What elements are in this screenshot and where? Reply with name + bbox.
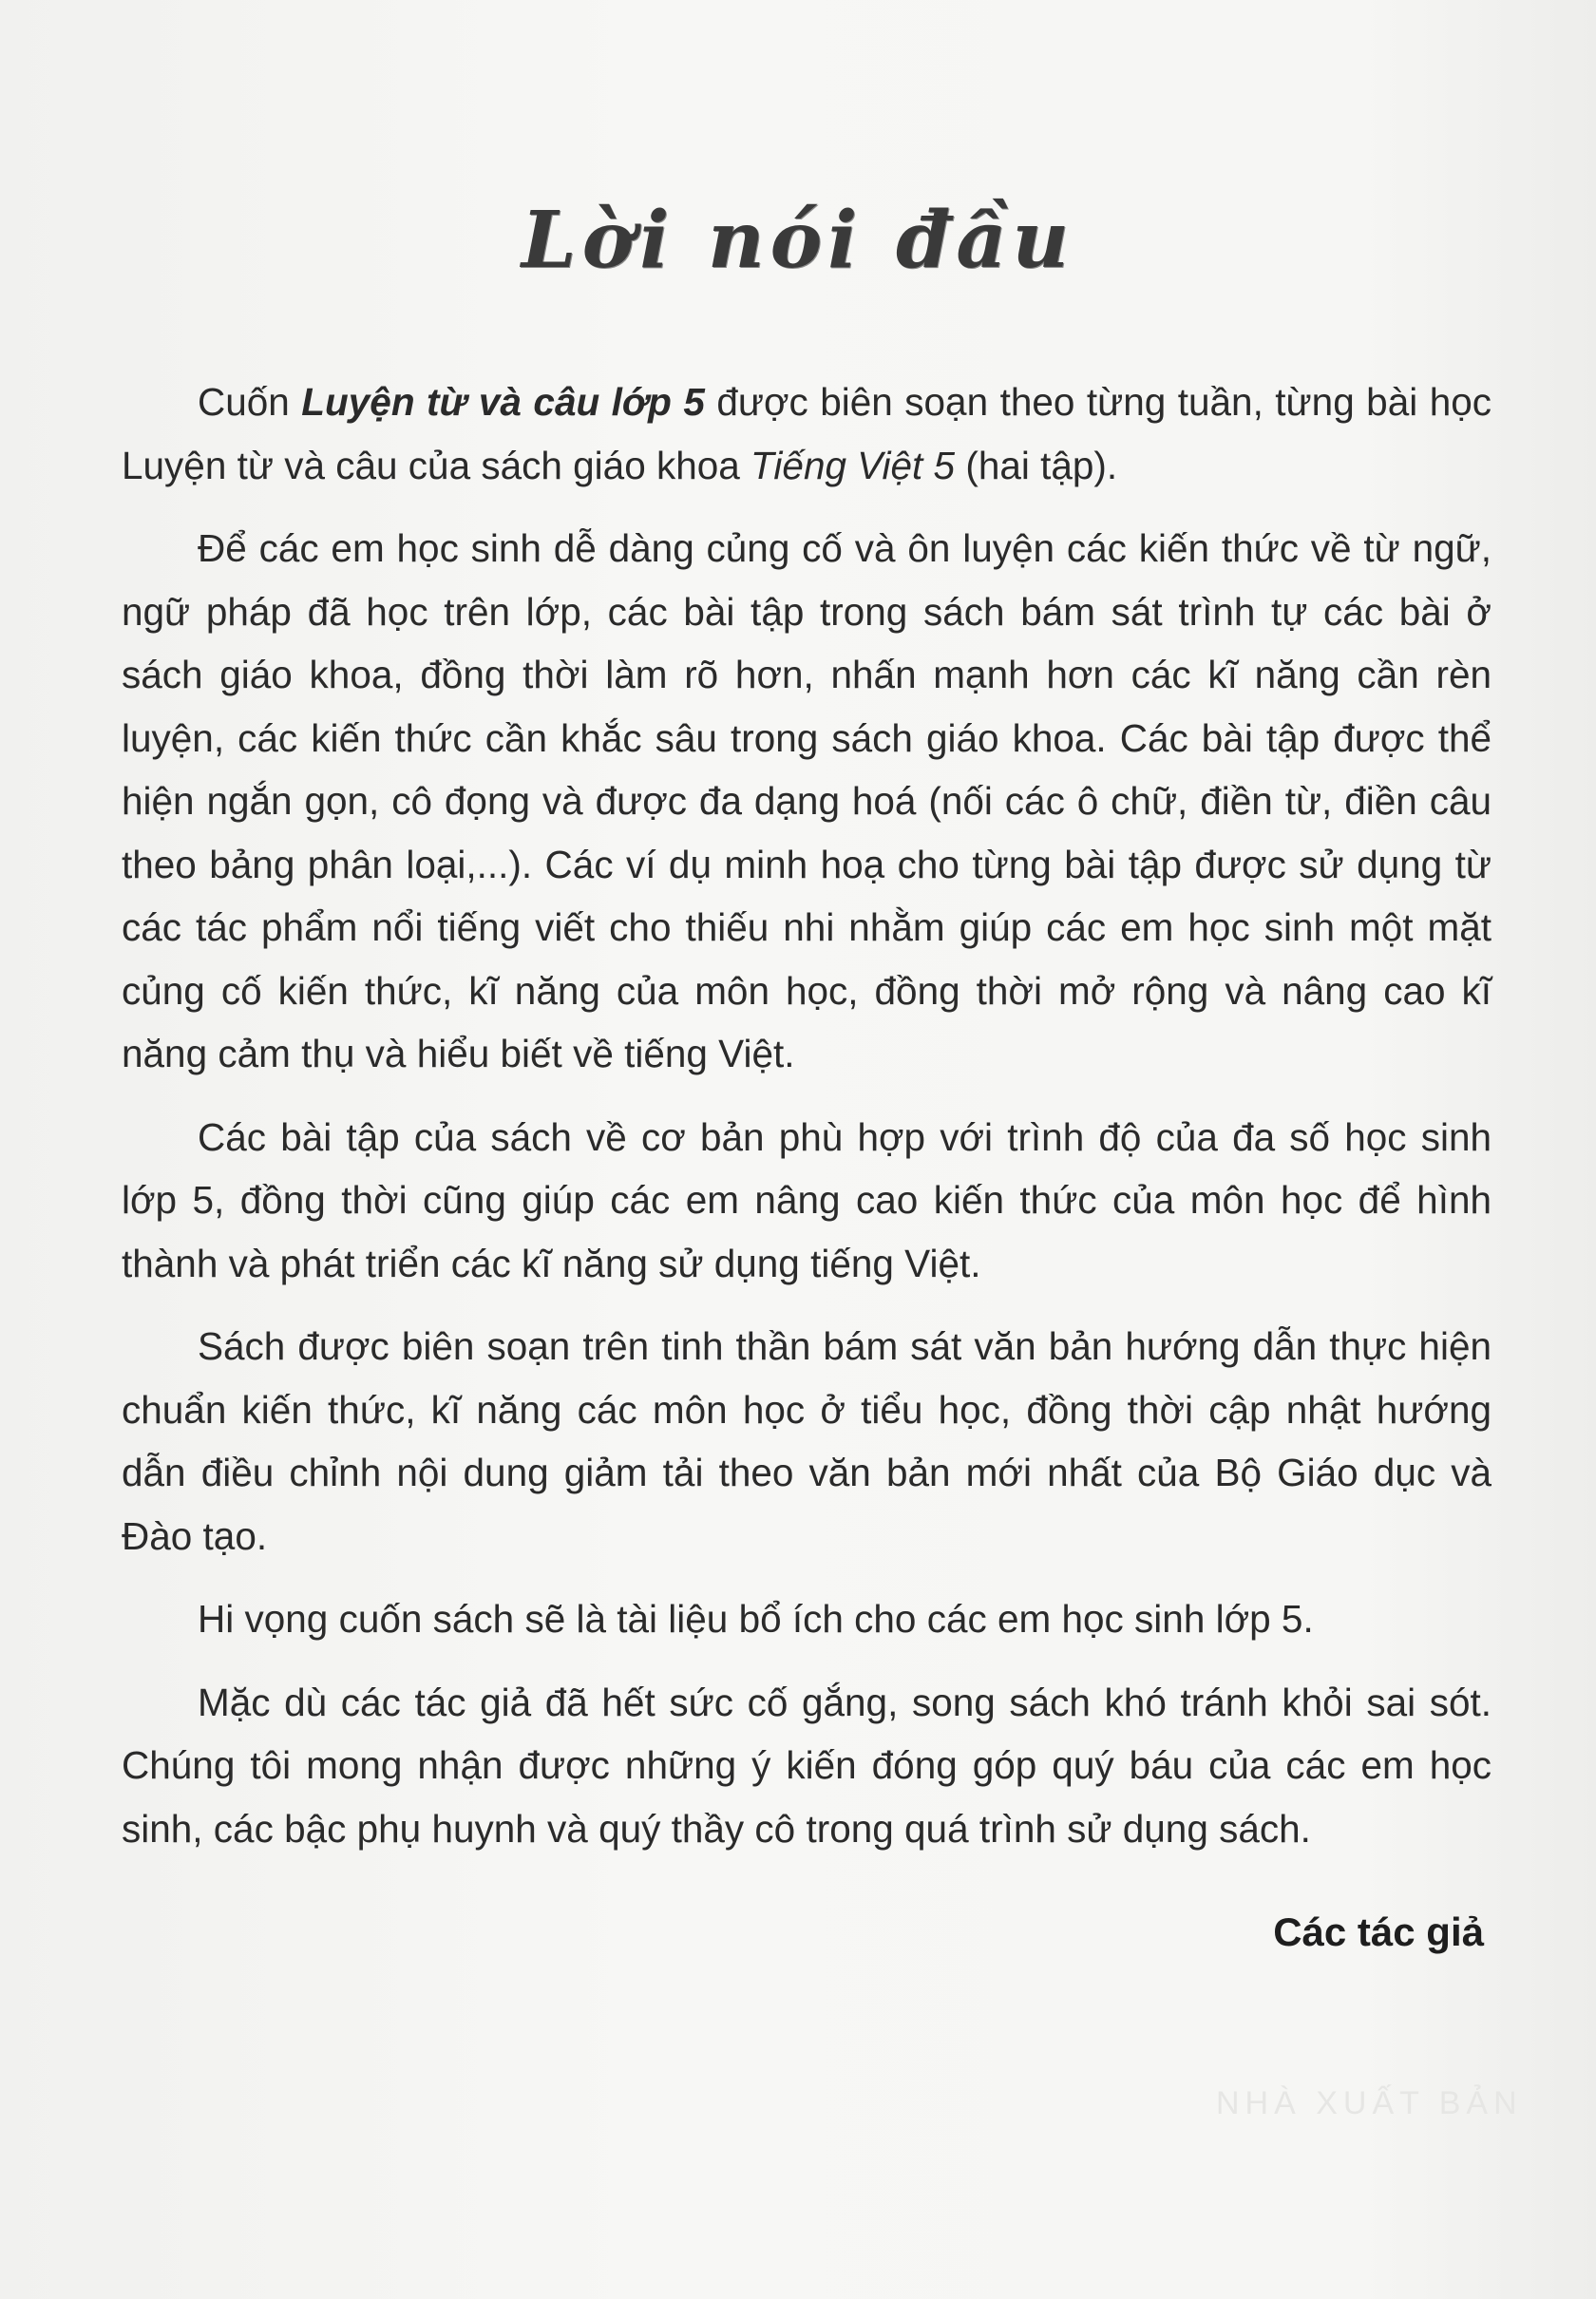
paragraph-purpose: Để các em học sinh dễ dàng củng cố và ôn luyện các kiến thức về từ ngữ, ngữ pháp đã học trên lớp, các bài tập trong sách bám sát trình tự các bài ở sách giáo khoa, đồng thời làm rõ hơn, nhấn mạnh hơn các kĩ năng cần rèn luyện, các kiến thức cần khắc sâu trong sách giáo khoa. Các bài tập được thể hiện ngắn gọn, cô đọng và được đa dạng hoá (nối các ô chữ, điền từ, điền câu theo bảng phân loại,...). Các ví dụ minh hoạ cho từng bài tập được sử dụng từ các tác phẩm nổi tiếng viết cho thiếu nhi nhằm giúp các em học sinh một mặt củng cố kiến thức, kĩ năng của môn học, đồng thời mở rộng và nâng cao kĩ năng cảm thụ và hiểu biết về tiếng Việt. <box>122 526 1492 1075</box>
authors-signature: Các tác giả <box>1273 1910 1484 1954</box>
paragraph-level: Các bài tập của sách về cơ bản phù hợp với trình độ của đa số học sinh lớp 5, đồng thời cũng giúp các em nâng cao kiến thức của môn học để hình thành và phát triển các kĩ năng sử dụng tiếng Việt. <box>122 1114 1492 1285</box>
faint-publisher-mark: NHÀ XUẤT BẢN <box>1216 2085 1523 2121</box>
preface-body <box>122 370 1492 1880</box>
paragraph-standards: Sách được biên soạn trên tinh thần bám sát văn bản hướng dẫn thực hiện chuẩn kiến thức, kĩ năng các môn học ở tiểu học, đồng thời cập nhật hướng dẫn điều chỉnh nội dung giảm tải theo văn bản mới nhất của Bộ Giáo dục và Đào tạo. <box>122 1324 1492 1558</box>
paragraph-feedback: Mặc dù các tác giả đã hết sức cố gắng, song sách khó tránh khỏi sai sót. Chúng tôi mong nhận được những ý kiến đóng góp quý báu của các em học sinh, các bậc phụ huynh và quý thầy cô trong quá trình sử dụng sách. <box>122 1680 1492 1851</box>
page-title: Lời nói đầu <box>521 195 1075 286</box>
intro-text-end: (hai tập). <box>955 443 1118 487</box>
intro-text-middle: được biên soạn theo từng tuần, từng bài học Luyện từ và câu của sách giáo khoa <box>122 380 1492 487</box>
paragraph-intro <box>122 370 1492 497</box>
book-title-bold: Luyện từ và câu lớp 5 <box>301 380 705 424</box>
textbook-title-italic: Tiếng Việt 5 <box>750 443 956 487</box>
intro-text-start: Cuốn <box>198 380 302 424</box>
paragraph-hope: Hi vọng cuốn sách sẽ là tài liệu bổ ích cho các em học sinh lớp 5. <box>198 1597 1314 1641</box>
